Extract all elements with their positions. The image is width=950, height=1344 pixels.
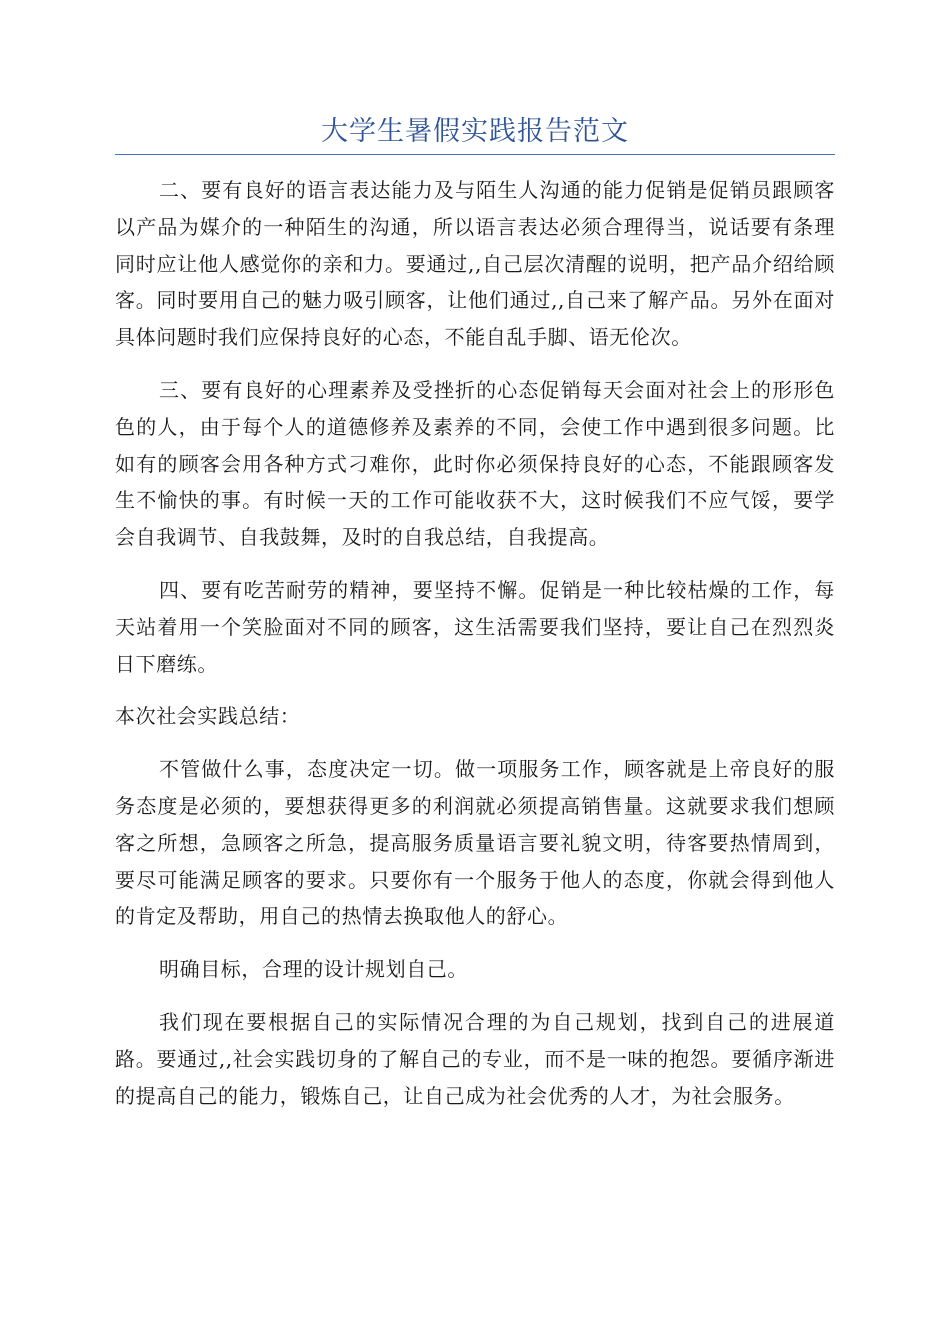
- paragraph-psychological-quality: 三、要有良好的心理素养及受挫折的心态促销每天会面对社会上的形形色色的人，由于每个人的道德修养及素养的不同，会使工作中遇到很多问题。比如有的顾客会用各种方式刁难你，此时你必须保持良好的心态，不能跟顾客发生不愉快的事。有时候一天的工作可能收获不大，这时候我们不应气馁，要学会自我调节、自我鼓舞，及时的自我总结，自我提高。: [115, 377, 835, 550]
- paragraph-attitude: 不管做什么事，态度决定一切。做一项服务工作，顾客就是上帝良好的服务态度是必须的，要想获得更多的利润就必须提高销售量。这就要求我们想顾客之所想，急顾客之所急，提高服务质量语言要礼貌文明，待客要热情周到，要尽可能满足顾客的要求。只要你有一个服务于他人的态度，你就会得到他人的肯定及帮助，用自己的热情去换取他人的舒心。: [115, 757, 835, 929]
- paragraph-planning: 我们现在要根据自己的实际情况合理的为自己规划，找到自己的进展道路。要通过,,社会实践切身的了解自己的专业，而不是一味的抱怨。要循序渐进的提高自己的能力，锻炼自己，让自己成为社会优秀的人才，为社会服务。: [115, 1009, 835, 1108]
- document-body: [115, 172, 835, 1130]
- section-heading-summary: 本次社会实践总结：: [115, 704, 301, 729]
- title-underline: [115, 154, 835, 155]
- paragraph-hard-work: 四、要有吃苦耐劳的精神，要坚持不懈。促销是一种比较枯燥的工作，每天站着用一个笑脸面对不同的顾客，这生活需要我们坚持，要让自己在烈烈炎日下磨练。: [115, 577, 835, 676]
- paragraph-goal-heading: 明确目标，合理的设计规划自己。: [159, 957, 468, 982]
- paragraph-language-skills: 二、要有良好的语言表达能力及与陌生人沟通的能力促销是促销员跟顾客以产品为媒介的一种陌生的沟通，所以语言表达必须合理得当，说话要有条理同时应让他人感觉你的亲和力。要通过,,自己层次清醒的说明，把产品介绍给顾客。同时要用自己的魅力吸引顾客，让他们通过,,自己来了解产品。另外在面对具体问题时我们应保持良好的心态，不能自乱手脚、语无伦次。: [115, 178, 835, 350]
- document-title: 大学生暑假实践报告范文: [321, 116, 629, 147]
